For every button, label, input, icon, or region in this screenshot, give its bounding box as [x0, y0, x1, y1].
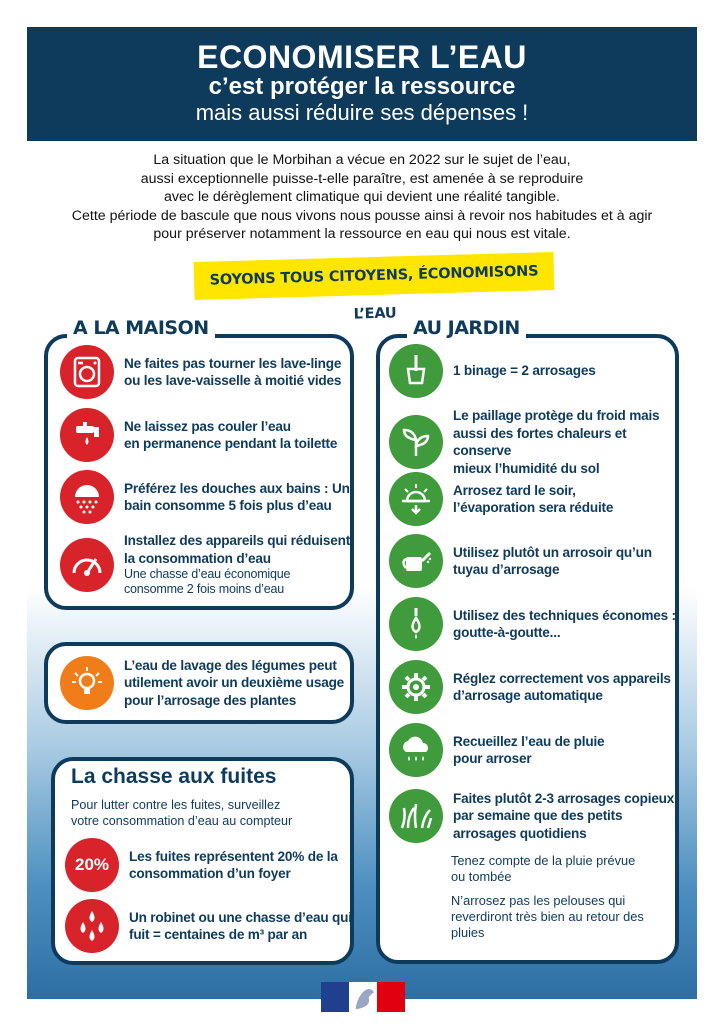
note-line: N’arrosez pas les pelouses qui	[451, 893, 626, 908]
maison-item	[60, 532, 352, 597]
sprout-icon	[389, 415, 443, 469]
item-line: Installez des appareils qui réduisent	[124, 533, 351, 548]
item-line: la consommation d’eau	[124, 550, 271, 566]
item-line: Un robinet ou une chasse d’eau qui	[129, 909, 352, 925]
jardin-note	[451, 853, 635, 885]
page-title: ECONOMISER L’EAU	[197, 39, 527, 75]
item-line: d’arrosage automatique	[453, 688, 603, 703]
note-line: reverdiront très bien au retour des	[451, 909, 644, 924]
item-line: fuit = centaines de m³ par an	[129, 927, 308, 942]
jardin-note	[451, 893, 644, 941]
item-line: l’évaporation sera réduite	[453, 500, 614, 515]
rain-cloud-icon	[389, 723, 443, 777]
item-line: 1 binage = 2 arrosages	[453, 363, 596, 379]
item-line: Préférez les douches aux bains : Un	[124, 480, 350, 496]
item-line: arrosages quotidiens	[453, 825, 587, 841]
watering-can-icon	[389, 534, 443, 588]
jardin-item	[389, 789, 677, 843]
intro-line: aussi exceptionnelle puisse-t-elle paraître, est amenée à se reproduire	[140, 170, 584, 187]
gauge-icon	[60, 538, 114, 592]
maison-item	[60, 470, 352, 524]
item-line: Recueillez l’eau de pluie	[453, 733, 605, 749]
item-line: Le paillage protège du froid mais	[453, 408, 660, 423]
gear-icon	[389, 660, 443, 714]
item-line: pour l’arrosage des plantes	[124, 692, 297, 708]
item-line: par semaine que des petits	[453, 808, 623, 824]
maison-item	[60, 345, 352, 399]
sunset-icon	[389, 472, 443, 526]
item-line: Utilisez des techniques économes :	[453, 607, 676, 623]
jardin-item	[389, 723, 677, 777]
item-line: L’eau de lavage des légumes peut	[124, 657, 337, 673]
item-line: mieux l’humidité du sol	[453, 460, 600, 476]
water-drops-icon	[65, 899, 119, 953]
jardin-item	[389, 472, 677, 526]
jardin-section-label: AU JARDIN	[407, 317, 526, 339]
maison-item	[60, 408, 352, 462]
hoe-icon	[389, 344, 443, 398]
item-line: bain consomme 5 fois plus d’eau	[124, 498, 332, 513]
faucet-icon	[60, 408, 114, 462]
page-subtitle: c’est protéger la ressource	[208, 73, 516, 100]
item-line: Utilisez plutôt un arrosoir qu’un	[453, 544, 652, 560]
item-detail: consomme 2 fois moins d’eau	[124, 582, 284, 596]
item-line: en permanence pendant la toilette	[124, 436, 338, 451]
item-line: pour arroser	[453, 751, 532, 766]
fuites-intro-line: votre consommation d’eau au compteur	[71, 814, 293, 828]
item-line: utilement avoir un deuxième usage	[124, 675, 345, 691]
fuites-item	[65, 899, 355, 953]
item-line: Faites plutôt 2-3 arrosages copieux	[453, 790, 675, 806]
fuites-intro	[71, 797, 361, 829]
intro-line: pour préserver notamment la ressource en eau qui nous est vitale.	[153, 226, 571, 242]
item-line: Réglez correctement vos appareils	[453, 670, 671, 686]
shower-icon	[60, 470, 114, 524]
jardin-item	[389, 407, 679, 477]
grass-icon	[389, 789, 443, 843]
washing-machine-icon	[60, 345, 114, 399]
item-line: Arrosez tard le soir,	[453, 482, 576, 498]
header-banner	[27, 27, 697, 141]
lightbulb-icon	[60, 656, 114, 710]
intro-line: La situation que le Morbihan a vécue en 2022 sur le sujet de l’eau,	[153, 152, 571, 168]
percent-badge	[65, 838, 119, 892]
intro-paragraph	[27, 151, 697, 244]
fuites-intro-line: Pour lutter contre les fuites, surveillez	[71, 798, 281, 812]
item-line: ou les lave-vaisselle à moitié vides	[124, 373, 342, 388]
republic-logo	[321, 982, 405, 1012]
jardin-item	[389, 660, 677, 714]
note-line: pluies	[451, 925, 485, 940]
item-line: goutte-à-goutte...	[453, 625, 561, 640]
drip-icon	[389, 597, 443, 651]
item-line: Ne faites pas tourner les lave-linge	[124, 355, 342, 371]
note-line: Tenez compte de la pluie prévue	[451, 853, 636, 868]
intro-line: Cette période de bascule que nous vivons nous pousse ainsi à revoir nos habitudes et à agir	[71, 207, 653, 224]
item-line: consommation d’un foyer	[129, 866, 291, 881]
item-line: Ne laissez pas couler l’eau	[124, 418, 291, 434]
call-to-action-banner: SOYONS TOUS CITOYENS, ÉCONOMISONS L’EAU	[194, 252, 555, 300]
fuites-title: La chasse aux fuites	[71, 765, 277, 788]
page-tagline: mais aussi réduire ses dépenses !	[195, 100, 529, 125]
fuites-item	[65, 838, 355, 892]
legumes-item	[60, 656, 352, 710]
intro-line: avec le dérèglement climatique qui devient une réalité tangible.	[164, 189, 560, 205]
poster	[27, 27, 697, 999]
item-detail: Une chasse d’eau économique	[124, 567, 291, 581]
percent-badge-text: 20%	[74, 855, 110, 874]
item-line: tuyau d’arrosage	[453, 562, 560, 577]
item-line: aussi des fortes chaleurs et conserve	[453, 425, 627, 458]
jardin-item	[389, 597, 677, 651]
maison-section-label: A LA MAISON	[67, 317, 215, 339]
item-line: Les fuites représentent 20% de la	[129, 848, 338, 864]
jardin-item	[389, 344, 677, 398]
note-line: ou tombée	[451, 869, 512, 884]
jardin-item	[389, 534, 677, 588]
